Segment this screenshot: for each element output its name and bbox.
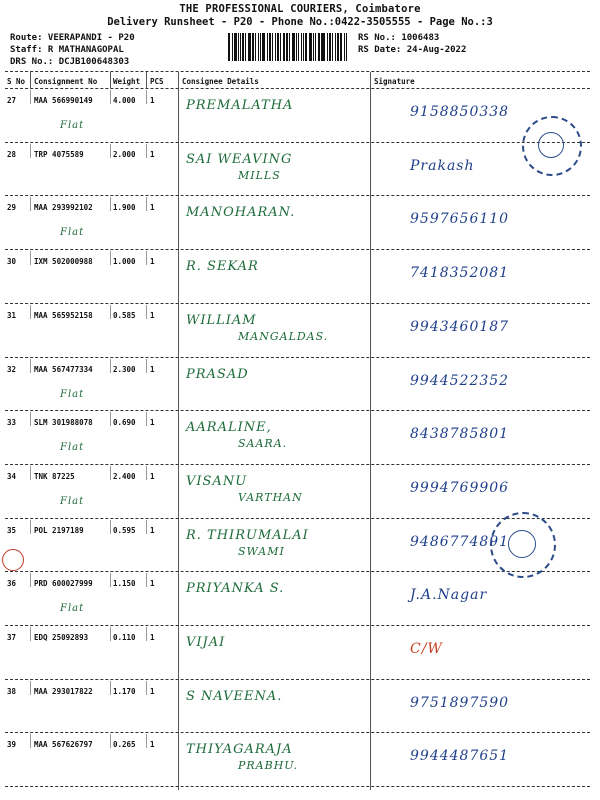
row-weight: 2.400 [113, 471, 136, 481]
row-note-handwriting: Flat [60, 227, 85, 239]
row-col-divider [110, 734, 111, 748]
row-consignee-handwriting: THIYAGARAJA [186, 742, 293, 758]
barcode-bar [289, 33, 290, 61]
barcode-bar [228, 33, 230, 61]
row-separator [5, 679, 590, 680]
row-consignment-no: MAA 567626797 [34, 740, 93, 750]
barcode-bar [258, 33, 259, 61]
row-col-divider [30, 359, 31, 373]
row-sno: 27 [7, 96, 17, 105]
row-separator [5, 142, 590, 143]
barcode-bar [305, 33, 307, 61]
row-col-divider [146, 681, 147, 695]
row-sno: 35 [7, 525, 17, 535]
row-col-divider [30, 681, 31, 695]
col-pcs: PCS [150, 77, 164, 86]
barcode-bar [275, 33, 276, 61]
row-signature-handwriting: 7418352081 [410, 265, 510, 282]
row-sno: 30 [7, 257, 17, 267]
row-note-handwriting: Flat [60, 442, 85, 454]
barcode-bar [327, 33, 328, 61]
col-sno: S No [7, 77, 26, 86]
barcode-bar [303, 33, 304, 61]
barcode-bar [344, 33, 345, 61]
company-title: THE PROFESSIONAL COURIERS, Coimbatore [179, 3, 421, 15]
barcode-bar [286, 33, 288, 61]
row-col-divider [110, 251, 111, 265]
rs-date: RS Date: 24-Aug-2022 [358, 45, 467, 55]
row-sno: 31 [7, 310, 17, 320]
row-signature-handwriting: 9944487651 [410, 748, 510, 765]
row-note-handwriting: Flat [60, 388, 85, 400]
row-pcs: 1 [150, 364, 155, 374]
route-label: Route: VEERAPANDI - P20 [10, 33, 135, 43]
row-pcs: 1 [150, 686, 155, 696]
barcode-bar [283, 33, 285, 61]
row-sno: 39 [7, 740, 17, 750]
row-consignee-handwriting-2: MILLS [238, 168, 281, 182]
row-col-divider [110, 573, 111, 587]
row-signature-handwriting: 9943460187 [410, 318, 510, 335]
barcode-bar [240, 33, 241, 61]
courier-stamp-center [508, 530, 536, 558]
row-sno: 28 [7, 149, 17, 159]
row-separator [5, 732, 590, 733]
row-signature-handwriting: 9994769906 [410, 479, 510, 496]
row-consignment-no: TNK 87225 [34, 471, 75, 481]
row-col-divider [146, 251, 147, 265]
row-col-divider [30, 197, 31, 211]
row-sno: 34 [7, 471, 17, 481]
row-col-divider [146, 627, 147, 641]
row-col-divider [146, 573, 147, 587]
row-consignment-no: PRD 600027999 [34, 579, 93, 589]
row-separator [5, 464, 590, 465]
header-rule-bottom [5, 88, 590, 89]
runsheet-subtitle: Delivery Runsheet - P20 - Phone No.:0422-3505555 - Page No.:3 [107, 16, 493, 28]
row-pcs: 1 [150, 740, 155, 750]
row-sno: 36 [7, 579, 17, 589]
row-pcs: 1 [150, 96, 155, 105]
row-note-handwriting: Flat [60, 120, 85, 131]
row-consignment-no: TRP 4075589 [34, 149, 84, 159]
row-consignee-handwriting: PRASAD [186, 366, 249, 382]
barcode-bar [296, 33, 297, 61]
row-separator [5, 625, 590, 626]
row-weight: 0.265 [113, 740, 136, 750]
row-consignment-no: EDQ 25092893 [34, 633, 89, 642]
row-weight: 1.150 [113, 579, 136, 589]
row-signature-handwriting: 9944522352 [410, 372, 510, 389]
row-consignee-handwriting: S NAVEENA. [186, 688, 283, 704]
row-pcs: 1 [150, 310, 155, 320]
row-consignee-handwriting: PREMALATHA [186, 98, 294, 113]
row-consignment-no: SLM 301988078 [34, 418, 93, 428]
row-col-divider [146, 466, 147, 480]
row-col-divider [110, 466, 111, 480]
barcode-bar [318, 33, 320, 61]
barcode-bar [269, 33, 271, 61]
row-consignee-handwriting: PRIYANKA S. [186, 581, 285, 597]
row-col-divider [30, 90, 31, 104]
mill-stamp [522, 116, 582, 176]
row-consignee-handwriting-2: SWAMI [238, 544, 285, 558]
barcode-bar [267, 33, 268, 61]
row-pcs: 1 [150, 149, 155, 159]
row-col-divider [30, 734, 31, 748]
row-col-divider [146, 520, 147, 534]
row-col-divider [30, 251, 31, 265]
mill-stamp-center [538, 132, 564, 158]
col-divider [146, 72, 147, 88]
row-consignee-handwriting: R. SEKAR [186, 259, 259, 275]
row-col-divider [30, 573, 31, 587]
row-col-divider [110, 412, 111, 426]
row-pcs: 1 [150, 203, 155, 213]
row-col-divider [146, 144, 147, 158]
row-col-divider [30, 305, 31, 319]
row-signature-handwriting: 9158850338 [410, 104, 510, 120]
row-separator [5, 571, 590, 572]
row-weight: 4.000 [113, 96, 136, 105]
col-divider-consignee [178, 72, 179, 790]
row-col-divider [146, 734, 147, 748]
row-consignee-handwriting: WILLIAM [186, 312, 257, 328]
col-signature: Signature [374, 77, 415, 86]
row-col-divider [110, 681, 111, 695]
barcode [228, 33, 348, 61]
row-consignment-no: MAA 293992102 [34, 203, 93, 213]
row-signature-handwriting: 9597656110 [410, 211, 510, 228]
col-weight: Weight [113, 77, 141, 86]
barcode-bar [315, 33, 316, 61]
row-consignee-handwriting-2: PRABHU. [238, 759, 299, 773]
row-pcs: 1 [150, 257, 155, 267]
row-sno: 33 [7, 418, 17, 428]
row-weight: 2.000 [113, 149, 136, 159]
row-consignee-handwriting: R. THIRUMALAI [186, 527, 309, 543]
row-pcs: 1 [150, 633, 155, 642]
barcode-bar [322, 33, 325, 61]
row-col-divider [110, 90, 111, 104]
barcode-bar [234, 33, 237, 61]
barcode-bar [298, 33, 299, 61]
row-col-divider [30, 466, 31, 480]
barcode-bar [252, 33, 254, 61]
row-col-divider [30, 412, 31, 426]
barcode-bar [329, 33, 331, 61]
header-rule-top [5, 71, 590, 72]
rs-number: RS No.: 1006483 [358, 33, 440, 43]
row-col-divider [30, 627, 31, 641]
row-consignment-no: MAA 566990149 [34, 96, 93, 105]
row-sno: 29 [7, 203, 17, 213]
row-col-divider [110, 359, 111, 373]
row-consignee-handwriting: VISANU [186, 473, 248, 489]
row-pcs: 1 [150, 418, 155, 428]
row-consignment-no: MAA 293017822 [34, 686, 93, 696]
barcode-bar [292, 33, 295, 61]
row-col-divider [110, 520, 111, 534]
row-signature-handwriting: 8438785801 [410, 426, 510, 443]
row-consignee-handwriting: MANOHARAN. [186, 205, 296, 221]
row-consignment-no: MAA 567477334 [34, 364, 93, 374]
row-sno: 32 [7, 364, 17, 374]
row-weight: 1.900 [113, 203, 136, 213]
row-col-divider [110, 627, 111, 641]
row-consignee-handwriting-2: SAARA. [238, 437, 288, 451]
row-weight: 1.000 [113, 257, 136, 267]
barcode-bar [262, 33, 265, 61]
row-separator [5, 357, 590, 358]
col-divider [110, 72, 111, 88]
row-pcs: 1 [150, 471, 155, 481]
barcode-bar [272, 33, 273, 61]
row-separator [5, 410, 590, 411]
row-separator [5, 303, 590, 304]
row-weight: 0.110 [113, 633, 136, 642]
row-consignee-handwriting-2: MANGALDAS. [238, 329, 329, 343]
row-sno: 37 [7, 633, 17, 642]
row-37-circle-mark [2, 549, 24, 571]
row-col-divider [30, 144, 31, 158]
row-consignment-no: POL 2197189 [34, 525, 84, 535]
row-signature-handwriting: C/W [410, 641, 443, 657]
row-signature-handwriting: 9486774891 [410, 533, 510, 550]
barcode-bar [309, 33, 312, 61]
barcode-bar [321, 33, 322, 61]
barcode-bar [255, 33, 256, 61]
row-sno: 38 [7, 686, 17, 696]
drs-number: DRS No.: DCJB100648303 [10, 57, 130, 67]
barcode-bar [346, 33, 347, 61]
barcode-bar [277, 33, 280, 61]
row-col-divider [146, 197, 147, 211]
row-separator [5, 195, 590, 196]
row-signature-handwriting: 9751897590 [410, 694, 510, 711]
barcode-bar [248, 33, 251, 61]
row-separator [5, 786, 590, 787]
row-separator [5, 249, 590, 250]
col-divider-signature [370, 72, 371, 790]
col-consignee: Consignee Details [182, 77, 259, 86]
col-consignment: Consignment No [34, 77, 98, 86]
row-signature-handwriting: J.A.Nagar [410, 587, 488, 604]
barcode-bar [232, 33, 233, 61]
row-note-handwriting: Flat [60, 603, 85, 615]
barcode-bar [335, 33, 336, 61]
row-col-divider [110, 144, 111, 158]
row-col-divider [110, 197, 111, 211]
row-pcs: 1 [150, 579, 155, 589]
row-consignee-handwriting: VIJAI [186, 635, 226, 650]
staff-label: Staff: R MATHANAGOPAL [10, 45, 124, 55]
col-divider [30, 72, 31, 88]
row-pcs: 1 [150, 525, 155, 535]
barcode-bar [280, 33, 281, 61]
barcode-bar [340, 33, 343, 61]
row-col-divider [146, 359, 147, 373]
barcode-bar [242, 33, 244, 61]
row-col-divider [110, 305, 111, 319]
courier-stamp [490, 512, 556, 578]
row-col-divider [146, 412, 147, 426]
row-col-divider [30, 520, 31, 534]
barcode-bar [337, 33, 339, 61]
row-col-divider [146, 305, 147, 319]
barcode-bar [332, 33, 333, 61]
row-signature-handwriting: Prakash [410, 157, 475, 174]
row-weight: 2.300 [113, 364, 136, 374]
row-consignee-handwriting-2: VARTHAN [238, 490, 303, 504]
row-consignment-no: MAA 565952158 [34, 310, 93, 320]
row-weight: 0.595 [113, 525, 136, 535]
row-note-handwriting: Flat [60, 495, 85, 507]
barcode-bar [301, 33, 303, 61]
barcode-bar [313, 33, 314, 61]
barcode-bar [238, 33, 239, 61]
row-col-divider [146, 90, 147, 104]
row-consignee-handwriting: SAI WEAVING [186, 151, 293, 167]
row-consignment-no: IXM 502000988 [34, 257, 93, 267]
row-weight: 1.170 [113, 686, 136, 696]
row-weight: 0.690 [113, 418, 136, 428]
barcode-bar [245, 33, 246, 61]
row-weight: 0.585 [113, 310, 136, 320]
row-consignee-handwriting: AARALINE, [186, 420, 272, 436]
barcode-bar [260, 33, 262, 61]
